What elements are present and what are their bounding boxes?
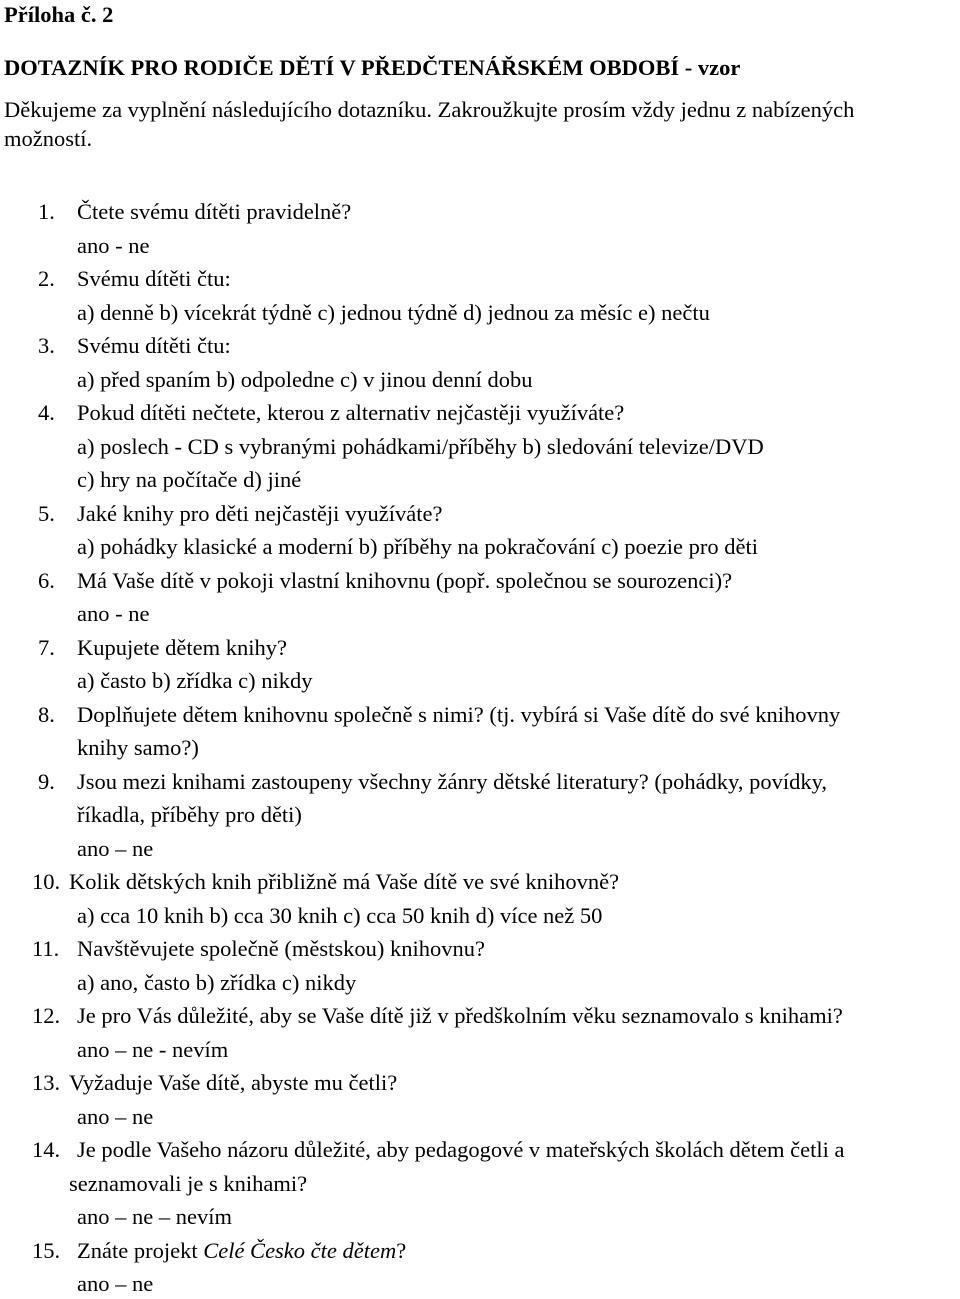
intro-text-line-1: Děkujeme za vyplnění následujícího dotazníku. Zakroužkujte prosím vždy jednu z nabízených bbox=[4, 97, 855, 122]
question-4-answer-line-1: a) poslech - CD s vybranými pohádkami/příběhy b) sledování televize/DVD bbox=[77, 434, 764, 459]
question-6-number: 6. bbox=[38, 568, 55, 593]
question-9-answer: ano – ne bbox=[77, 836, 154, 861]
question-5-answer: a) pohádky klasické a moderní b) příběhy na pokračování c) poezie pro děti bbox=[77, 534, 758, 559]
question-7-number: 7. bbox=[38, 635, 55, 660]
question-2-answer: a) denně b) vícekrát týdně c) jednou týdně d) jednou za měsíc e) nečtu bbox=[77, 300, 710, 325]
question-11-number: 11. bbox=[32, 936, 60, 961]
question-8-number: 8. bbox=[38, 702, 55, 727]
question-13-answer: ano – ne bbox=[77, 1104, 154, 1129]
question-3-number: 3. bbox=[38, 333, 55, 358]
question-9-text-line-2: říkadla, příběhy pro děti) bbox=[77, 802, 302, 827]
question-10-answer: a) cca 10 knih b) cca 30 knih c) cca 50 knih d) více než 50 bbox=[77, 903, 603, 928]
question-4-answer-line-2: c) hry na počítače d) jiné bbox=[77, 467, 302, 492]
question-10-text: Kolik dětských knih přibližně má Vaše dítě ve své knihovně? bbox=[69, 869, 620, 894]
question-12-text: Je pro Vás důležité, aby se Vaše dítě již v předškolním věku seznamovalo s knihami? bbox=[77, 1003, 843, 1028]
question-15-text-start: Znáte projekt bbox=[77, 1238, 204, 1263]
question-10-number: 10. bbox=[32, 869, 61, 894]
question-7-answer: a) často b) zřídka c) nikdy bbox=[77, 668, 313, 693]
question-6-answer: ano - ne bbox=[77, 601, 150, 626]
question-15-answer: ano – ne bbox=[77, 1271, 154, 1296]
question-1-text: Čtete svému dítěti pravidelně? bbox=[77, 199, 352, 224]
question-11-text: Navštěvujete společně (městskou) knihovnu? bbox=[77, 936, 486, 961]
question-5-text: Jaké knihy pro děti nejčastěji využíváte? bbox=[77, 501, 443, 526]
project-name: Celé Česko čte dětem bbox=[203, 1238, 397, 1263]
question-1-answer: ano - ne bbox=[77, 233, 150, 258]
intro-text-line-2: možností. bbox=[4, 126, 93, 151]
question-12-number: 12. bbox=[32, 1003, 61, 1028]
question-11-answer: a) ano, často b) zřídka c) nikdy bbox=[77, 970, 357, 995]
question-13-text: Vyžaduje Vaše dítě, abyste mu četli? bbox=[69, 1070, 398, 1095]
question-14-answer: ano – ne – nevím bbox=[77, 1204, 232, 1229]
question-14-text-line-2: seznamovali je s knihami? bbox=[69, 1171, 308, 1196]
question-8-text-line-2: knihy samo?) bbox=[77, 735, 199, 760]
question-13-number: 13. bbox=[32, 1070, 61, 1095]
question-2-text: Svému dítěti čtu: bbox=[77, 266, 231, 291]
question-4-text: Pokud dítěti nečtete, kterou z alternativ nejčastěji využíváte? bbox=[77, 400, 625, 425]
appendix-label: Příloha č. 2 bbox=[4, 2, 114, 27]
question-15-text bbox=[77, 1236, 406, 1266]
question-7-text: Kupujete dětem knihy? bbox=[77, 635, 287, 660]
question-3-answer: a) před spaním b) odpoledne c) v jinou denní dobu bbox=[77, 367, 533, 392]
question-2-number: 2. bbox=[38, 266, 55, 291]
question-15-number: 15. bbox=[32, 1238, 61, 1263]
question-6-text: Má Vaše dítě v pokoji vlastní knihovnu (popř. společnou se sourozenci)? bbox=[77, 568, 733, 593]
question-1-number: 1. bbox=[38, 199, 55, 224]
question-14-number: 14. bbox=[32, 1137, 61, 1162]
document-title: DOTAZNÍK PRO RODIČE DĚTÍ V PŘEDČTENÁŘSKÉM OBDOBÍ - vzor bbox=[4, 55, 741, 80]
question-9-number: 9. bbox=[38, 769, 55, 794]
question-8-text-line-1: Doplňujete dětem knihovnu společně s nimi? (tj. vybírá si Vaše dítě do své knihovny bbox=[77, 702, 841, 727]
question-15-text-end: ? bbox=[396, 1238, 407, 1263]
question-4-number: 4. bbox=[38, 400, 55, 425]
question-9-text-line-1: Jsou mezi knihami zastoupeny všechny žánry dětské literatury? (pohádky, povídky, bbox=[77, 769, 828, 794]
question-3-text: Svému dítěti čtu: bbox=[77, 333, 231, 358]
question-12-answer: ano – ne - nevím bbox=[77, 1037, 229, 1062]
question-5-number: 5. bbox=[38, 501, 55, 526]
question-14-text-line-1: Je podle Vašeho názoru důležité, aby pedagogové v mateřských školách dětem četli a bbox=[77, 1137, 845, 1162]
